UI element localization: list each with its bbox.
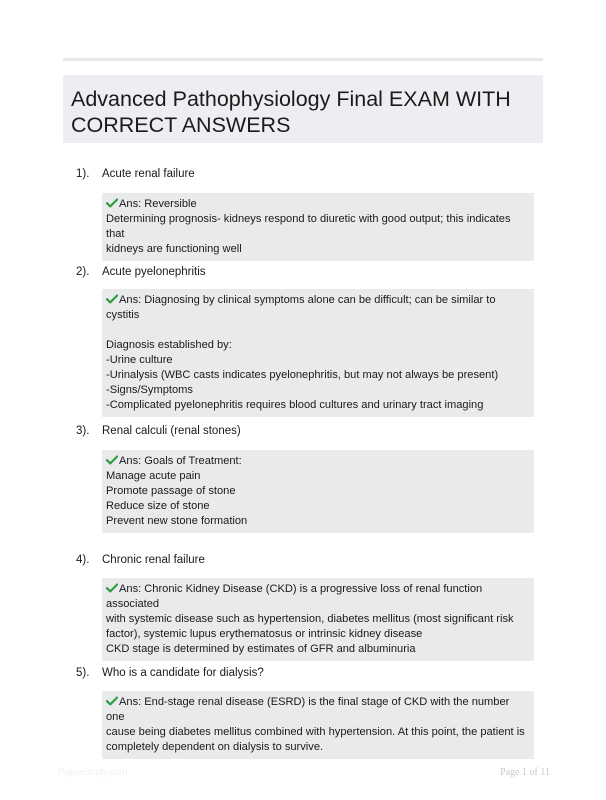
question-text: Acute pyelonephritis [102,266,206,278]
answer-box [102,193,534,261]
question-number: 2). [76,266,90,278]
question-number: 3). [76,425,90,437]
answer-line: -Signs/Symptoms [106,384,193,396]
checkmark-icon [106,294,118,304]
answer-line: Ans: Goals of Treatment: [106,454,530,469]
question-number: 1). [76,168,90,180]
answer-line: Ans: Diagnosing by clinical symptoms alone can be difficult; can be similar to cystitis [106,294,499,321]
answer-box [102,450,534,533]
page-number: Page 1 of 11 [500,767,550,778]
answer-line: Determining prognosis- kidneys respond to diuretic with good output; this indicates that [106,213,514,240]
answer-line: CKD stage is determined by estimates of GFR and albuminuria [106,643,416,655]
answer-line: -Complicated pyelonephritis requires blood cultures and urinary tract imaging [106,399,484,411]
question-text: Who is a candidate for dialysis? [102,667,264,679]
answer-line: Ans: End-stage renal disease (ESRD) is the final stage of CKD with the number one [106,696,513,723]
answer-line: with systemic disease such as hypertension, diabetes mellitus (most significant risk [106,613,514,625]
answer-line: Promote passage of stone [106,485,236,497]
answer-box [102,578,534,661]
question-text: Acute renal failure [102,168,195,180]
question-text: Renal calculi (renal stones) [102,425,241,437]
title-banner [63,75,543,143]
question-text: Chronic renal failure [102,554,205,566]
answer-line: -Urine culture [106,354,173,366]
answer-line: Prevent new stone formation [106,515,248,527]
answer-line: completely dependent on dialysis to survive. [106,741,324,753]
checkmark-icon [106,198,118,208]
answer-line: Manage acute pain [106,470,201,482]
answer-line-blank [106,323,530,338]
checkmark-icon [106,696,118,706]
top-divider [63,58,543,61]
answer-line: factor), systemic lupus erythematosus or intrinsic kidney disease [106,628,423,640]
answer-box [102,289,534,417]
question-number: 4). [76,554,90,566]
answer-box [102,691,534,759]
answer-line: Reduce size of stone [106,500,210,512]
question-number: 5). [76,667,90,679]
answer-line: Diagnosis established by: [106,339,232,351]
footer-watermark: PaperStudy.com [58,767,128,778]
answer-line: kidneys are functioning well [106,243,242,255]
checkmark-icon [106,455,118,465]
answer-line: cause being diabetes mellitus combined with hypertension. At this point, the patient is [106,726,525,738]
answer-line: Ans: Reversible [106,197,530,212]
answer-line: Ans: Chronic Kidney Disease (CKD) is a progressive loss of renal function associated [106,583,486,610]
checkmark-icon [106,583,118,593]
page-title: Advanced Pathophysiology Final EXAM WITH CORRECT ANSWERS [71,87,511,137]
answer-line: -Urinalysis (WBC casts indicates pyelonephritis, but may not always be present) [106,369,499,381]
